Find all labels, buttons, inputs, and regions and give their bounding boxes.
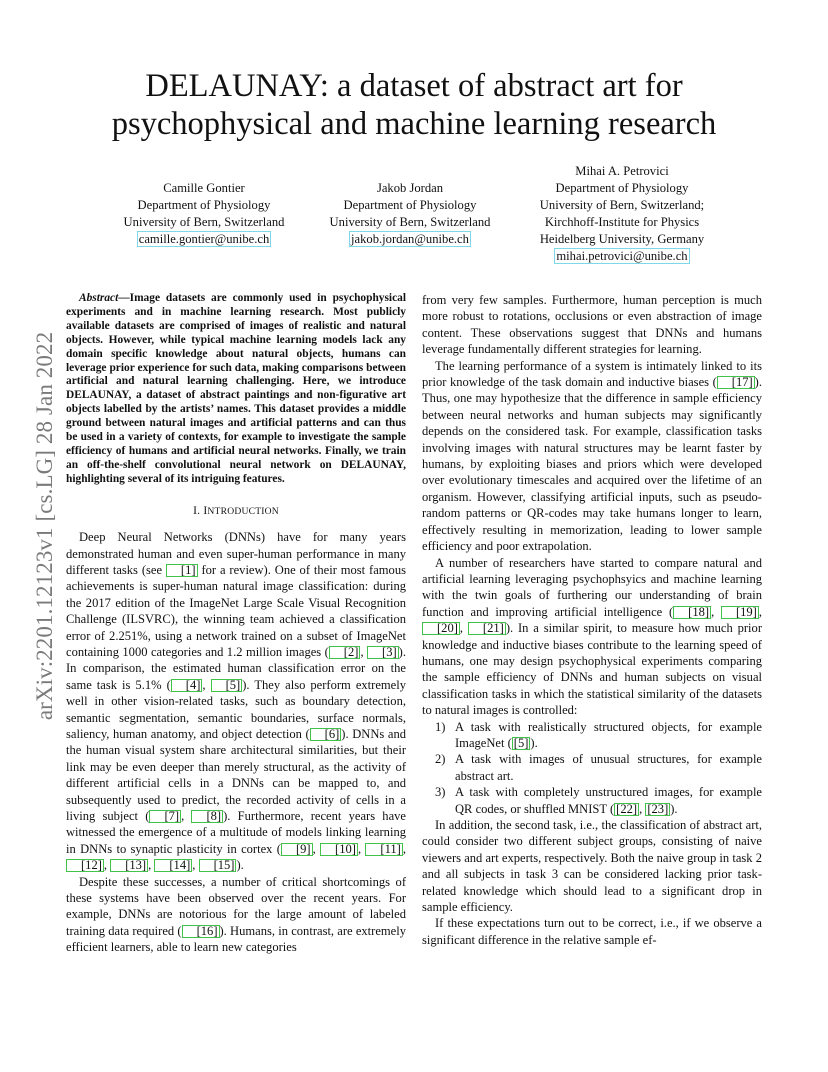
citation-link[interactable]: [17] [717, 376, 755, 389]
paragraph: In addition, the second task, i.e., the classification of abstract art, could consider two different subject groups, consisting of naive viewers and art experts, respectively. Both the naive group in task 2 and all subjects in task 3 can be considered lacking prior task-related knowledge which should lead to a significant drop in sample efficiency. [422, 818, 762, 915]
citation-link[interactable]: [12] [66, 859, 104, 872]
citation-link[interactable]: [13] [110, 859, 148, 872]
arxiv-identifier: arXiv:2201.12123v1 [cs.LG] 28 Jan 2022 [32, 331, 57, 721]
author-name: Mihai A. Petrovici [575, 164, 669, 178]
author-affiliation: Department of Physiology [137, 198, 271, 212]
author-affiliation: University of Bern, Switzerland [123, 215, 285, 229]
paragraph: from very few samples. Furthermore, human perception is much more robust to rotations, occlusions or even abstraction of image content. These observations suggest that DNNs and humans leverage fundamentally different strategies for learning. [422, 293, 762, 357]
citation-link[interactable]: [11] [365, 843, 402, 856]
author-affiliation: Department of Physiology [555, 181, 689, 195]
abstract-label: Abstract [79, 292, 119, 304]
paragraph: The learning performance of a system is intimately linked to its prior knowledge of the task domain and inductive biases ( [17] ). Thus, one may hypothesize that the difference in sample efficiency between neural networks and human subjects may significantly depends on the considered task. For example, classification tasks involving images with natural structures may be learnt faster by humans, by exploiting biases and priors which were developed over evolutionary timescales and acquired over the lifetime of an organism. However, classifying artificial inputs, such as pseudo-random patterns or QR-codes may take humans longer to learn, effectively resulting in memorization, leading to lower sample efficiency and poor extrapolation. [422, 358, 762, 554]
citation-link[interactable]: [5] [513, 735, 529, 750]
citation-link[interactable]: [10] [320, 843, 358, 856]
paragraph: Deep Neural Networks (DNNs) have for many years demonstrated human and even super-human performance in many different tasks (see [1] for a review). One of their most famous achievements is super-human natural image classification: during the 2017 edition of the ImageNet Large Scale Visual Recognition Challenge (ILSVRC), the winning team achieved a classification error of 2.251%, using a network trained on a subset of ImageNet containing 1000 categories and 1.2 million images ( [2] , [3] ). In comparison, the estimated human classification error on the same task is 5.1% ( [4] , [5] ). They also perform extremely well in other vision-related tasks, such as boundary detection, semantic segmentation, semantic boundaries, surface normals, saliency, human anatomy, and object detection ( [6] ). DNNs and the human visual system share architectural similarities, but their link may be even deeper than merely structural, as the activity of different artificial cells in a DNNs can be mapped to, and subsequently used to predict, the recorded activity of cells in a living subject ( [7] , [8] ). Furthermore, recent years have witnessed the emergence of a multitude of models linking learning in DNNs to synaptic plasticity in cortex ( [9] , [10] , [11] , [12] , [13] , [14] , [15] ). [66, 530, 407, 873]
title-line-2: psychophysical and machine learning research [111, 106, 717, 142]
citation-link[interactable]: [1] [166, 564, 198, 577]
citation-link[interactable]: [18] [673, 606, 711, 619]
citation-link[interactable]: [14] [154, 859, 192, 872]
list-item: 3) A task with completely unstructured images, for example QR codes, or shuffled MNIST ( [22] , [23] ). [435, 785, 762, 816]
abstract-text: —Image datasets are commonly used in psychophysical experiments and in machine learning research. Most publicly available datasets are comprised of images of realistic and natural objects. However, while typical machine learning models lack any domain specific knowledge about natural objects, humans can leverage prior experience for such data, making comparisons between artificial and natural learning challenging. Here, we introduce DELAUNAY, a dataset of abstract paintings and non-figurative art objects labelled by the artists’ names. This dataset provides a middle ground between natural images and artificial patterns and can thus be used in a variety of contexts, for example to investigate the sample efficiency of humans and artificial neural networks. Finally, we train an off-the-shelf convolutional neural network on DELAUNAY, highlighting several of its intriguing features. [66, 292, 406, 485]
author-affiliation: University of Bern, Switzerland [329, 215, 491, 229]
paragraph: If these expectations turn out to be correct, i.e., if we observe a significant difference in the relative sample ef- [422, 916, 762, 947]
citation-link[interactable]: [21] [468, 622, 506, 635]
author-block-1 [106, 180, 302, 248]
citation-link[interactable]: [2] [329, 646, 361, 659]
author-block-2 [316, 180, 504, 248]
author-affiliation: Kirchhoff-Institute for Physics [544, 215, 700, 229]
citation-link[interactable]: [23] [647, 801, 669, 816]
right-column [422, 292, 762, 948]
author-affiliation: Department of Physiology [343, 198, 477, 212]
citation-link[interactable]: [20] [422, 622, 460, 635]
paragraph: A number of researchers have started to compare natural and artificial learning leveraging psychophsyics and machine learning with the twin goals of furthering our understanding of brain function and improving artificial intelligence ( [18] , [19] , [20] , [21] ). In a similar spirit, to measure how much prior knowledge and inductive biases contribute to the learning speed of humans, one may design psychophysical experiments comparing the sample efficiency of DNNs and human subjects on visual classification tasks in which the statistical similarity of the datasets to natural images is controlled: [422, 555, 762, 718]
paragraph: Despite these successes, a number of critical shortcomings of these systems have been observed over the recent years. For example, DNNs are notorious for the large amount of labeled training data required ( [16] ). Humans, in contrast, are extremely efficient learners, able to learn new categories [66, 874, 407, 955]
author-email-link[interactable]: jakob.jordan@unibe.ch [351, 232, 469, 246]
list-item: 1) A task with realistically structured objects, for example ImageNet ( [5] ). [435, 719, 762, 750]
abstract [66, 292, 406, 487]
citation-link[interactable]: [6] [310, 728, 342, 741]
citation-link[interactable]: [4] [171, 679, 203, 692]
left-column [66, 292, 406, 956]
paper-title [0, 67, 828, 143]
author-affiliation: University of Bern, Switzerland; [539, 198, 705, 212]
citation-link[interactable]: [19] [721, 606, 759, 619]
citation-link[interactable]: [16] [182, 925, 220, 938]
author-name: Jakob Jordan [376, 181, 444, 195]
citation-link[interactable]: [7] [149, 810, 181, 823]
author-block-3 [526, 163, 718, 265]
task-list [422, 719, 762, 817]
section-heading: I. INTRODUCTION [193, 503, 279, 517]
author-affiliation: Heidelberg University, Germany [539, 232, 705, 246]
list-item: 2) A task with images of unusual structures, for example abstract art. [435, 752, 762, 783]
author-name: Camille Gontier [163, 181, 245, 195]
author-email-link[interactable]: mihai.petrovici@unibe.ch [556, 249, 688, 263]
citation-link[interactable]: [22] [616, 801, 638, 816]
citation-link[interactable]: [5] [211, 679, 243, 692]
author-email-link[interactable]: camille.gontier@unibe.ch [138, 232, 270, 246]
citation-link[interactable]: [9] [281, 843, 313, 856]
citation-link[interactable]: [8] [191, 810, 223, 823]
citation-link[interactable]: [3] [367, 646, 399, 659]
citation-link[interactable]: [15] [199, 859, 237, 872]
title-line-1: DELAUNAY: a dataset of abstract art for [145, 68, 683, 104]
